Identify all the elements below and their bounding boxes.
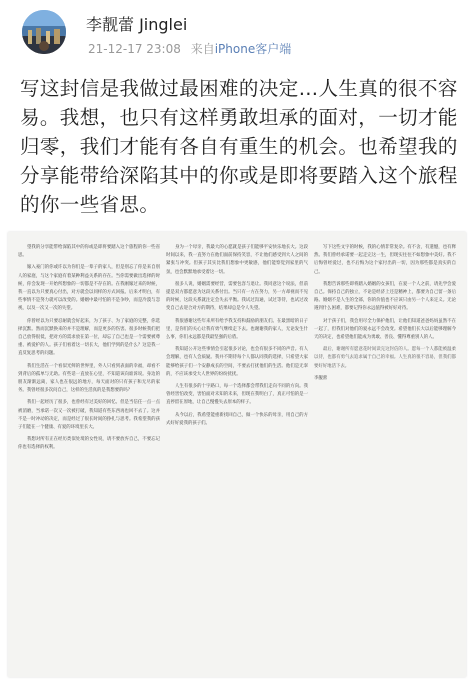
- letter-column-3: [314, 244, 456, 669]
- letter-paragraph: 我很感谢这些年来所有给予我支持和鼓励的朋友们。在最黑暗的日子里，是你们的关心让我有勇气继续走下去。也谢谢我的家人，无论发生什么事，你们永远都是我最坚强的后盾。: [166, 318, 308, 341]
- letter-paragraph: 我们生活在一个看似光鲜的世界里，外人只看到表面的幸福，却看不到背后的孤单与无助。有些话一直放在心里，不知道该向谁诉说。身边的朋友渐渐远离，家人也在很远的地方，每天面对的只有孩子和无尽的家务。我曾经很多次问自己，这样的生活真的是我想要的吗？: [18, 363, 160, 394]
- avatar-image: [22, 10, 66, 54]
- post-timestamp: 21-12-17 23:08: [88, 42, 181, 56]
- letter-signature: 李靓蕾: [314, 375, 328, 381]
- avatar[interactable]: [22, 10, 66, 54]
- letter-paragraph: 我想对所有正在经历类似处境的女性说，请不要放弃自己，不要忘记你也有选择的权利。: [18, 437, 160, 451]
- letter-paragraph: 人生有很多的十字路口，每一个选择都会带我们走向不同的方向。我曾经害怕改变，害怕面对未知的未来，但现在我明白了，真正可怕的是一直停留在原地，让自己慢慢失去原本的样子。: [166, 384, 308, 406]
- post-body-text: 写这封信是我做过最困难的决定…人生真的很不容易。我想，也只有这样勇敢坦承的面对，一切才能归零，我们才能有各自有重生的机会。也希望我的分享能带给深陷其中的你或是即将要踏入这个旅程的你一些省思。: [20, 77, 458, 216]
- letter-paragraph: 对于孩子们，我会用尽全力保护他们，让他们知道爸爸妈妈虽然不在一起了，但我们对他们的爱永远不会改变。希望他们长大以后能够理解今天的决定，也希望他们能成为勇敢、善良、懂得尊重别人的人。: [314, 318, 456, 341]
- post-header: [0, 0, 474, 62]
- letter-paragraph: 最后，谢谢所有愿意花时间读完这封信的人。愿每一个人都能被温柔以待，也都有勇气去追求属于自己的幸福。人生真的很不容易，但我们都要好好地活下去。: [314, 347, 456, 369]
- letter-column-2: [166, 244, 308, 669]
- post-meta: [88, 40, 291, 57]
- letter-paragraph: 很多人说，婚姻需要经营，需要包容与退让。我同意这个说法，但前提是双方都愿意为这段关系付出。当只有一方在努力，另一方却视而不见的时候，这段关系就注定会失去平衡。我试过沟通，试过等待，也试过改变自己去迎合对方的期待，结果却总是令人失望。: [166, 281, 308, 312]
- source-client-link[interactable]: iPhone客户端: [214, 42, 292, 56]
- letter-paragraph: 你曾经以为只要忍耐就会好起来，为了孩子、为了家庭的完整，你选择沉默。然而沉默换来的并不是理解，而是更多的伤害。很多时候我们把自己放得很低，把对方的需求放在第一位，却忘了自己也是一个需要被尊重、被爱护的人。孩子们看着这一切长大，他们学到的是什么？这是我一直反复思考的问题。: [18, 318, 160, 357]
- letter-paragraph: 写下这些文字的时候，我的心情非常复杂。有不舍，有遗憾，也有释然。我们曾经承诺要一起走完这一生，但现实往往不如想象中美好。我不后悔曾经爱过，也不后悔为这个家付出的一切，因为那些都是真实的自己。: [314, 245, 456, 275]
- letter-paragraph: 我知道公开这些事情会引起很多讨论，也会有很多不同的声音。有人会理解，也有人会质疑。我并不期待每个人都认同我的选择，只希望大家能够给孩子们一个安静成长的空间，不要去打扰他们的生活。他们是无辜的，不应该承受大人世界的纷纷扰扰。: [166, 347, 308, 377]
- letter-paragraph: 身为一个母亲，我最大的心愿就是孩子们能够平安快乐地长大。这段时间以来，我一直努力在他们面前保持笑容，不让他们感受到大人之间的紧张与冲突。但孩子其实比我们想象中更敏感，他们能察觉到家里的气氛，也会默默地承受着这一切。: [166, 245, 308, 275]
- letter-column-1: [18, 244, 160, 669]
- letter-paragraph: 嫁入豪门的你或许以为你们是一辈子的家人，但是别忘了你是来自别人的家庭，与这个家庭有着某种利益关系的存在。当你需要做出选择的时候，你会发现一开始所想象的一切都是不存在的。在我刚嫁过来的时候，我一直以为只要真心付出，对方就会以同样的方式回报。后来才明白，有些事情不是努力就可以改变的。婚姻中最可怕的不是争吵，而是冷漠与忽视，以及一次又一次的失望。: [18, 265, 160, 312]
- source-prefix: 来自: [190, 42, 215, 56]
- letter-image[interactable]: [8, 232, 466, 677]
- letter-paragraph: 从今以后，我希望能重新找回自己，做一个快乐的母亲，用自己的方式好好爱我的孩子们。: [166, 412, 308, 426]
- username[interactable]: 李靓蕾 Jinglei: [86, 15, 188, 34]
- letter-paragraph: 望我的分享能带给深陷其中的你或是即将要踏入这个旅程的你一些省思。: [18, 245, 160, 259]
- letter-paragraph: 我想告诉那些即将踏入婚姻的女孩们，在爱一个人之前，请先学会爱自己。保持自己的独立，不论是经济上还是精神上，都要为自己留一条后路。婚姻不是人生的全部，你的价值也不应该只由另一个人来定义。无论遇到什么困难，都要记得你永远值得被好好对待。: [314, 281, 456, 312]
- letter-paragraph: 我们一起经历了很多，也曾经有过美好的回忆。但是当信任一点一点被消磨，当承诺一次又一次被打破，我知道有些东西再也回不去了。这并不是一时冲动的决定，而是经过了很长时间的挣扎与思考。我希望我的孩子们能在一个健康、有爱的环境里长大。: [18, 400, 160, 431]
